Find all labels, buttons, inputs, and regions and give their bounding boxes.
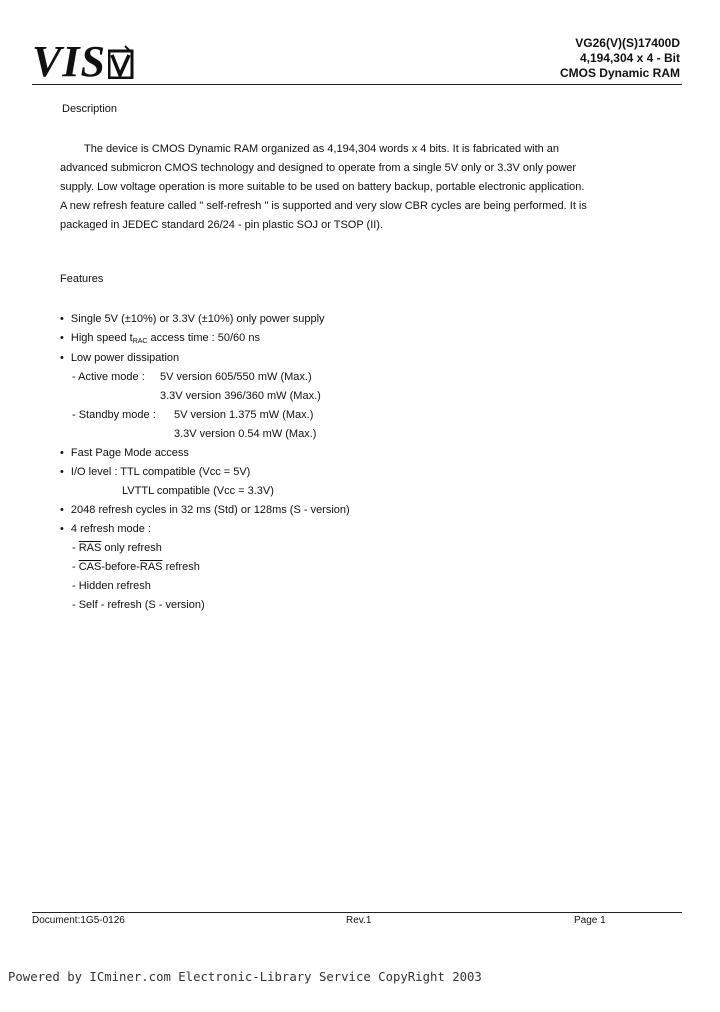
footer-document: Document:1G5-0126 xyxy=(32,915,125,926)
feature-fast-page: • Fast Page Mode access xyxy=(60,447,189,459)
active-5v-value: 5V version 605/550 mW (Max.) xyxy=(160,371,312,383)
bullet: • xyxy=(60,332,64,344)
feature-speed: • High speed $t_{RAC}$ access time : 50/60 ns xyxy=(60,332,260,345)
logo-text: VIS xyxy=(32,37,106,86)
description-line: advanced submicron CMOS technology and designed to operate from a single 5V only or 3.3V only power xyxy=(60,162,577,174)
header-divider xyxy=(32,84,682,85)
feature-refresh-cycles: • 2048 refresh cycles in 32 ms (Std) or 128ms (S - version) xyxy=(60,504,350,516)
header-title-block xyxy=(560,36,680,81)
active-mode-label: - Active mode : xyxy=(72,371,145,383)
description-heading: Description xyxy=(62,103,118,115)
logo-v-icon xyxy=(108,45,134,79)
refresh-hidden: - Hidden refresh xyxy=(72,580,151,592)
refresh-self: - Self - refresh (S - version) xyxy=(72,599,205,611)
footer-divider xyxy=(32,912,682,913)
refresh-ras-only: - $\overline{RAS}$ only refresh xyxy=(72,542,162,554)
part-number: VG26(V)(S)17400D xyxy=(575,36,680,50)
footer-page: Page 1 xyxy=(574,915,606,926)
powered-by-banner: Powered by ICminer.com Electronic-Library Service CopyRight 2003 xyxy=(8,970,482,984)
description-body xyxy=(60,140,620,235)
description-line: A new refresh feature called " self-refresh " is supported and very slow CBR cycles are being performed. It is xyxy=(60,200,587,212)
standby-5v-value: 5V version 1.375 mW (Max.) xyxy=(174,409,314,421)
description-line: packaged in JEDEC standard 26/24 - pin plastic SOJ or TSOP (II). xyxy=(60,219,384,231)
standby-33v-value: 3.3V version 0.54 mW (Max.) xyxy=(174,428,317,440)
bullet: • xyxy=(60,313,64,325)
footer-revision: Rev.1 xyxy=(346,915,372,926)
features-heading: Features xyxy=(60,273,104,285)
feature-refresh-modes: • 4 refresh mode : xyxy=(60,523,152,535)
feature-low-power: • Low power dissipation xyxy=(60,352,180,364)
active-33v-value: 3.3V version 396/360 mW (Max.) xyxy=(160,390,321,402)
description-line: supply. Low voltage operation is more suitable to be used on battery backup, portable electronic application. xyxy=(60,181,585,193)
feature-lvttl: LVTTL compatible (Vcc = 3.3V) xyxy=(122,485,274,497)
bullet: • xyxy=(60,523,64,535)
bullet: • xyxy=(60,466,64,478)
device-type: CMOS Dynamic RAM xyxy=(559,66,680,80)
feature-supply: • Single 5V (±10%) or 3.3V (±10%) only power supply xyxy=(60,313,325,325)
company-logo xyxy=(32,37,134,86)
feature-io-level: • I/O level : TTL compatible (Vcc = 5V) xyxy=(60,466,251,478)
refresh-cbr: - $\overline{CAS}-before-\overline{RAS}$ refresh xyxy=(72,561,200,573)
bullet: • xyxy=(60,504,64,516)
standby-mode-label: - Standby mode : xyxy=(72,409,156,421)
bullet: • xyxy=(60,352,64,364)
bullet: • xyxy=(60,447,64,459)
description-line: The device is CMOS Dynamic RAM organized as 4,194,304 words x 4 bits. It is fabricated with an xyxy=(84,143,560,155)
organization: 4,194,304 x 4 - Bit xyxy=(579,51,680,65)
